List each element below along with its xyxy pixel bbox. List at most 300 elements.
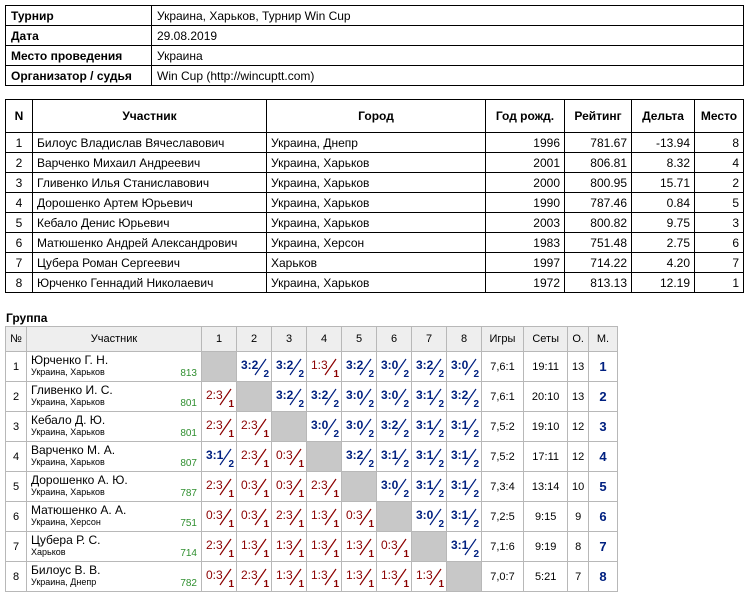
match-result-cell <box>202 382 237 412</box>
match-result-cell <box>377 442 412 472</box>
match-points: 2 <box>473 519 479 530</box>
match-score: 1:3 <box>241 538 258 552</box>
group-games: 7,2:5 <box>482 502 524 532</box>
group-player-cell <box>27 442 202 472</box>
group-sets: 20:10 <box>523 382 567 412</box>
self-cell <box>412 532 447 562</box>
group-player-city: Украина, Харьков <box>31 396 105 407</box>
match-points: 2 <box>473 489 479 500</box>
match-result-cell <box>202 412 237 442</box>
match-points: 2 <box>403 459 409 470</box>
match-points: 1 <box>263 549 269 560</box>
match-points: 1 <box>228 549 234 560</box>
group-header: М. <box>589 327 618 352</box>
match-result-cell <box>342 562 377 592</box>
participants-header: Место <box>695 100 744 133</box>
match-points: 2 <box>368 459 374 470</box>
group-points: 12 <box>568 412 589 442</box>
participant-name: Кебало Денис Юрьевич <box>33 213 267 233</box>
group-player-name: Кебало Д. Ю. <box>31 412 106 427</box>
match-score: 1:3 <box>311 538 328 552</box>
participant-city: Украина, Харьков <box>267 213 486 233</box>
match-points: 1 <box>298 519 304 530</box>
match-points: 1 <box>333 549 339 560</box>
match-result-cell <box>447 532 482 562</box>
group-row-number: 4 <box>6 442 27 472</box>
match-points: 2 <box>403 429 409 440</box>
group-row-number: 1 <box>6 352 27 382</box>
match-points: 1 <box>298 549 304 560</box>
group-place: 6 <box>589 502 618 532</box>
info-row <box>6 26 744 46</box>
info-label: Организатор / судья <box>6 66 152 86</box>
participant-delta: -13.94 <box>632 133 695 153</box>
match-points: 2 <box>298 369 304 380</box>
match-score: 0:3 <box>276 448 293 462</box>
match-score: 3:2 <box>346 358 364 372</box>
group-header: 8 <box>447 327 482 352</box>
match-points: 1 <box>263 489 269 500</box>
match-result-cell <box>377 382 412 412</box>
match-points: 2 <box>473 459 479 470</box>
info-label: Место проведения <box>6 46 152 66</box>
self-cell <box>237 382 272 412</box>
group-row-number: 7 <box>6 532 27 562</box>
participant-place: 5 <box>695 193 744 213</box>
match-score: 3:1 <box>416 478 434 492</box>
participant-city: Харьков <box>267 253 486 273</box>
group-row-number: 5 <box>6 472 27 502</box>
match-score: 3:2 <box>346 448 364 462</box>
match-score: 1:3 <box>276 538 293 552</box>
group-player-city: Украина, Херсон <box>31 516 101 527</box>
match-points: 1 <box>298 489 304 500</box>
group-row <box>6 472 618 502</box>
match-result-cell <box>202 532 237 562</box>
participant-delta: 9.75 <box>632 213 695 233</box>
group-place: 2 <box>589 382 618 412</box>
participant-name: Дорошенко Артем Юрьевич <box>33 193 267 213</box>
match-points: 1 <box>368 549 374 560</box>
group-points: 7 <box>568 562 589 592</box>
match-result-cell <box>412 412 447 442</box>
group-header: 7 <box>412 327 447 352</box>
match-score: 0:3 <box>276 478 293 492</box>
match-result-cell <box>377 352 412 382</box>
group-player-city: Украина, Харьков <box>31 486 105 497</box>
participant-delta: 2.75 <box>632 233 695 253</box>
group-header: 3 <box>272 327 307 352</box>
group-player-name: Варченко М. А. <box>31 442 116 457</box>
group-points: 13 <box>568 352 589 382</box>
match-points: 1 <box>263 579 269 590</box>
participant-row <box>6 273 744 293</box>
match-result-cell <box>447 352 482 382</box>
group-place: 5 <box>589 472 618 502</box>
participant-year: 2001 <box>486 153 565 173</box>
participant-rating: 751.48 <box>565 233 632 253</box>
group-player-cell <box>27 412 202 442</box>
match-result-cell <box>237 412 272 442</box>
match-points: 1 <box>403 549 409 560</box>
match-points: 2 <box>438 369 444 380</box>
group-place: 7 <box>589 532 618 562</box>
group-player-city: Украина, Харьков <box>31 456 105 467</box>
match-score: 3:0 <box>346 388 364 402</box>
match-result-cell <box>307 472 342 502</box>
match-score: 1:3 <box>416 568 433 582</box>
group-row <box>6 382 618 412</box>
match-points: 1 <box>228 429 234 440</box>
match-score: 0:3 <box>206 568 223 582</box>
match-result-cell <box>237 472 272 502</box>
match-points: 1 <box>333 369 339 380</box>
participants-header: Рейтинг <box>565 100 632 133</box>
participant-name: Цубера Роман Сергеевич <box>33 253 267 273</box>
match-result-cell <box>237 442 272 472</box>
match-result-cell <box>447 442 482 472</box>
group-points: 13 <box>568 382 589 412</box>
self-cell <box>447 562 482 592</box>
participant-row <box>6 193 744 213</box>
match-result-cell <box>447 472 482 502</box>
match-score: 2:3 <box>206 388 223 402</box>
participants-header: Год рожд. <box>486 100 565 133</box>
group-player-rating: 801 <box>180 428 197 439</box>
group-sets: 13:14 <box>523 472 567 502</box>
participant-place: 1 <box>695 273 744 293</box>
match-points: 2 <box>368 399 374 410</box>
participant-name: Юрченко Геннадий Николаевич <box>33 273 267 293</box>
participant-n: 6 <box>6 233 33 253</box>
info-label: Дата <box>6 26 152 46</box>
participant-place: 8 <box>695 133 744 153</box>
group-row-number: 8 <box>6 562 27 592</box>
match-result-cell <box>202 442 237 472</box>
match-result-cell <box>377 412 412 442</box>
match-points: 1 <box>298 459 304 470</box>
match-result-cell <box>342 382 377 412</box>
match-points: 2 <box>228 459 234 470</box>
match-score: 3:2 <box>451 388 469 402</box>
group-player-cell <box>27 562 202 592</box>
match-score: 3:1 <box>416 388 434 402</box>
match-points: 1 <box>403 579 409 590</box>
group-place: 1 <box>589 352 618 382</box>
group-games: 7,1:6 <box>482 532 524 562</box>
match-result-cell <box>412 562 447 592</box>
group-row <box>6 352 618 382</box>
group-player-city: Украина, Харьков <box>31 426 105 437</box>
match-result-cell <box>307 412 342 442</box>
match-score: 3:0 <box>381 358 399 372</box>
match-result-cell <box>272 352 307 382</box>
match-result-cell <box>272 442 307 472</box>
participant-place: 6 <box>695 233 744 253</box>
match-points: 2 <box>403 399 409 410</box>
match-result-cell <box>307 532 342 562</box>
self-cell <box>377 502 412 532</box>
match-result-cell <box>447 382 482 412</box>
group-sets: 17:11 <box>523 442 567 472</box>
match-points: 1 <box>333 489 339 500</box>
match-points: 1 <box>333 579 339 590</box>
group-header: 2 <box>237 327 272 352</box>
participant-row <box>6 153 744 173</box>
group-place: 3 <box>589 412 618 442</box>
match-result-cell <box>202 502 237 532</box>
participant-delta: 4.20 <box>632 253 695 273</box>
match-result-cell <box>447 502 482 532</box>
match-score: 3:0 <box>416 508 434 522</box>
group-player-cell <box>27 472 202 502</box>
group-player-name: Цубера Р. С. <box>31 532 101 547</box>
participant-name: Гливенко Илья Станиславович <box>33 173 267 193</box>
group-player-rating: 751 <box>180 518 197 529</box>
participant-city: Украина, Харьков <box>267 173 486 193</box>
match-points: 2 <box>473 369 479 380</box>
group-player-city: Украина, Харьков <box>31 366 105 377</box>
match-score: 1:3 <box>311 508 328 522</box>
match-score: 0:3 <box>346 508 363 522</box>
participant-rating: 781.67 <box>565 133 632 153</box>
participant-row <box>6 233 744 253</box>
participants-header: Город <box>267 100 486 133</box>
group-player-cell <box>27 352 202 382</box>
match-score: 2:3 <box>241 418 258 432</box>
group-row-number: 2 <box>6 382 27 412</box>
match-result-cell <box>202 472 237 502</box>
group-header: О. <box>568 327 589 352</box>
match-result-cell <box>412 382 447 412</box>
match-result-cell <box>412 352 447 382</box>
match-result-cell <box>447 412 482 442</box>
match-score: 0:3 <box>241 508 258 522</box>
group-header: Участник <box>27 327 202 352</box>
group-row <box>6 502 618 532</box>
match-score: 3:1 <box>451 478 469 492</box>
group-player-name: Матюшенко А. А. <box>31 502 127 517</box>
match-result-cell <box>412 472 447 502</box>
match-points: 2 <box>403 369 409 380</box>
group-header: 6 <box>377 327 412 352</box>
group-row <box>6 412 618 442</box>
participant-name: Матюшенко Андрей Александрович <box>33 233 267 253</box>
self-cell <box>307 442 342 472</box>
tournament-info-table <box>5 5 744 86</box>
info-value: 29.08.2019 <box>152 26 744 46</box>
participant-year: 1990 <box>486 193 565 213</box>
match-score: 1:3 <box>311 358 328 372</box>
match-score: 3:2 <box>311 388 329 402</box>
group-row <box>6 532 618 562</box>
participant-city: Украина, Херсон <box>267 233 486 253</box>
match-score: 2:3 <box>206 538 223 552</box>
match-result-cell <box>377 472 412 502</box>
participant-year: 2003 <box>486 213 565 233</box>
self-cell <box>272 412 307 442</box>
match-score: 3:1 <box>451 538 469 552</box>
match-result-cell <box>307 352 342 382</box>
match-result-cell <box>272 562 307 592</box>
participant-n: 7 <box>6 253 33 273</box>
match-score: 1:3 <box>311 568 328 582</box>
participant-delta: 0.84 <box>632 193 695 213</box>
group-sets: 19:10 <box>523 412 567 442</box>
group-player-rating: 813 <box>180 368 197 379</box>
group-header: Сеты <box>523 327 567 352</box>
match-score: 3:0 <box>451 358 469 372</box>
participants-header: N <box>6 100 33 133</box>
participant-n: 5 <box>6 213 33 233</box>
match-points: 1 <box>368 519 374 530</box>
participant-year: 1996 <box>486 133 565 153</box>
participant-n: 1 <box>6 133 33 153</box>
match-points: 2 <box>333 429 339 440</box>
match-points: 2 <box>368 369 374 380</box>
participant-n: 2 <box>6 153 33 173</box>
group-sets: 9:15 <box>523 502 567 532</box>
group-header: 5 <box>342 327 377 352</box>
match-result-cell <box>342 442 377 472</box>
participant-rating: 800.95 <box>565 173 632 193</box>
match-score: 3:1 <box>381 448 399 462</box>
participant-rating: 813.13 <box>565 273 632 293</box>
match-result-cell <box>342 352 377 382</box>
match-result-cell <box>377 562 412 592</box>
match-result-cell <box>237 562 272 592</box>
match-result-cell <box>272 382 307 412</box>
match-points: 1 <box>228 489 234 500</box>
participant-city: Украина, Харьков <box>267 153 486 173</box>
group-points: 9 <box>568 502 589 532</box>
match-score: 3:2 <box>241 358 259 372</box>
participant-city: Украина, Харьков <box>267 273 486 293</box>
participant-year: 1972 <box>486 273 565 293</box>
match-score: 3:2 <box>276 358 294 372</box>
match-points: 2 <box>438 399 444 410</box>
match-score: 0:3 <box>381 538 398 552</box>
match-points: 2 <box>438 429 444 440</box>
group-row-number: 3 <box>6 412 27 442</box>
match-points: 2 <box>438 489 444 500</box>
match-points: 1 <box>263 429 269 440</box>
match-score: 1:3 <box>346 538 363 552</box>
participant-n: 4 <box>6 193 33 213</box>
group-player-cell <box>27 382 202 412</box>
group-player-name: Гливенко И. С. <box>31 382 113 397</box>
match-result-cell <box>272 502 307 532</box>
match-result-cell <box>307 382 342 412</box>
match-score: 2:3 <box>241 448 258 462</box>
group-place: 4 <box>589 442 618 472</box>
group-header: 1 <box>202 327 237 352</box>
group-games: 7,6:1 <box>482 382 524 412</box>
match-result-cell <box>237 502 272 532</box>
match-result-cell <box>342 532 377 562</box>
participant-row <box>6 213 744 233</box>
info-row <box>6 6 744 26</box>
participant-row <box>6 253 744 273</box>
group-player-cell <box>27 532 202 562</box>
group-row <box>6 562 618 592</box>
group-points: 10 <box>568 472 589 502</box>
match-result-cell <box>272 532 307 562</box>
match-points: 1 <box>438 579 444 590</box>
match-result-cell <box>342 502 377 532</box>
group-games: 7,3:4 <box>482 472 524 502</box>
match-points: 2 <box>473 429 479 440</box>
group-player-rating: 782 <box>180 578 197 589</box>
participant-city: Украина, Днепр <box>267 133 486 153</box>
match-score: 2:3 <box>276 508 293 522</box>
group-place: 8 <box>589 562 618 592</box>
participant-rating: 714.22 <box>565 253 632 273</box>
match-points: 1 <box>333 519 339 530</box>
participant-delta: 12.19 <box>632 273 695 293</box>
participant-delta: 8.32 <box>632 153 695 173</box>
match-score: 3:0 <box>311 418 329 432</box>
group-player-rating: 787 <box>180 488 197 499</box>
match-result-cell <box>307 562 342 592</box>
info-value: Украина, Харьков, Турнир Win Cup <box>152 6 744 26</box>
match-points: 1 <box>228 519 234 530</box>
participant-n: 3 <box>6 173 33 193</box>
match-score: 2:3 <box>206 478 223 492</box>
group-points: 8 <box>568 532 589 562</box>
group-player-rating: 801 <box>180 398 197 409</box>
group-header: 4 <box>307 327 342 352</box>
match-score: 3:2 <box>416 358 434 372</box>
participant-delta: 15.71 <box>632 173 695 193</box>
match-result-cell <box>377 532 412 562</box>
match-score: 3:1 <box>451 508 469 522</box>
match-points: 2 <box>333 399 339 410</box>
match-result-cell <box>342 412 377 442</box>
group-games: 7,5:2 <box>482 442 524 472</box>
group-sets: 9:19 <box>523 532 567 562</box>
participants-header: Участник <box>33 100 267 133</box>
participant-year: 1983 <box>486 233 565 253</box>
group-row-number: 6 <box>6 502 27 532</box>
match-score: 3:0 <box>346 418 364 432</box>
group-results-table <box>5 326 618 592</box>
match-result-cell <box>412 442 447 472</box>
participant-rating: 806.81 <box>565 153 632 173</box>
group-player-city: Харьков <box>31 546 66 557</box>
participant-year: 1997 <box>486 253 565 273</box>
group-header: № <box>6 327 27 352</box>
match-points: 1 <box>368 579 374 590</box>
match-points: 2 <box>473 549 479 560</box>
match-score: 3:1 <box>451 418 469 432</box>
group-player-name: Билоус В. В. <box>31 562 101 577</box>
match-points: 2 <box>263 369 269 380</box>
match-score: 3:1 <box>451 448 469 462</box>
match-points: 1 <box>263 519 269 530</box>
group-points: 12 <box>568 442 589 472</box>
self-cell <box>202 352 237 382</box>
participant-name: Билоус Владислав Вячеславович <box>33 133 267 153</box>
match-score: 0:3 <box>206 508 223 522</box>
participant-rating: 787.46 <box>565 193 632 213</box>
participant-name: Варченко Михаил Андреевич <box>33 153 267 173</box>
match-points: 2 <box>438 459 444 470</box>
match-score: 3:2 <box>276 388 294 402</box>
participant-year: 2000 <box>486 173 565 193</box>
participant-place: 4 <box>695 153 744 173</box>
match-score: 1:3 <box>276 568 293 582</box>
